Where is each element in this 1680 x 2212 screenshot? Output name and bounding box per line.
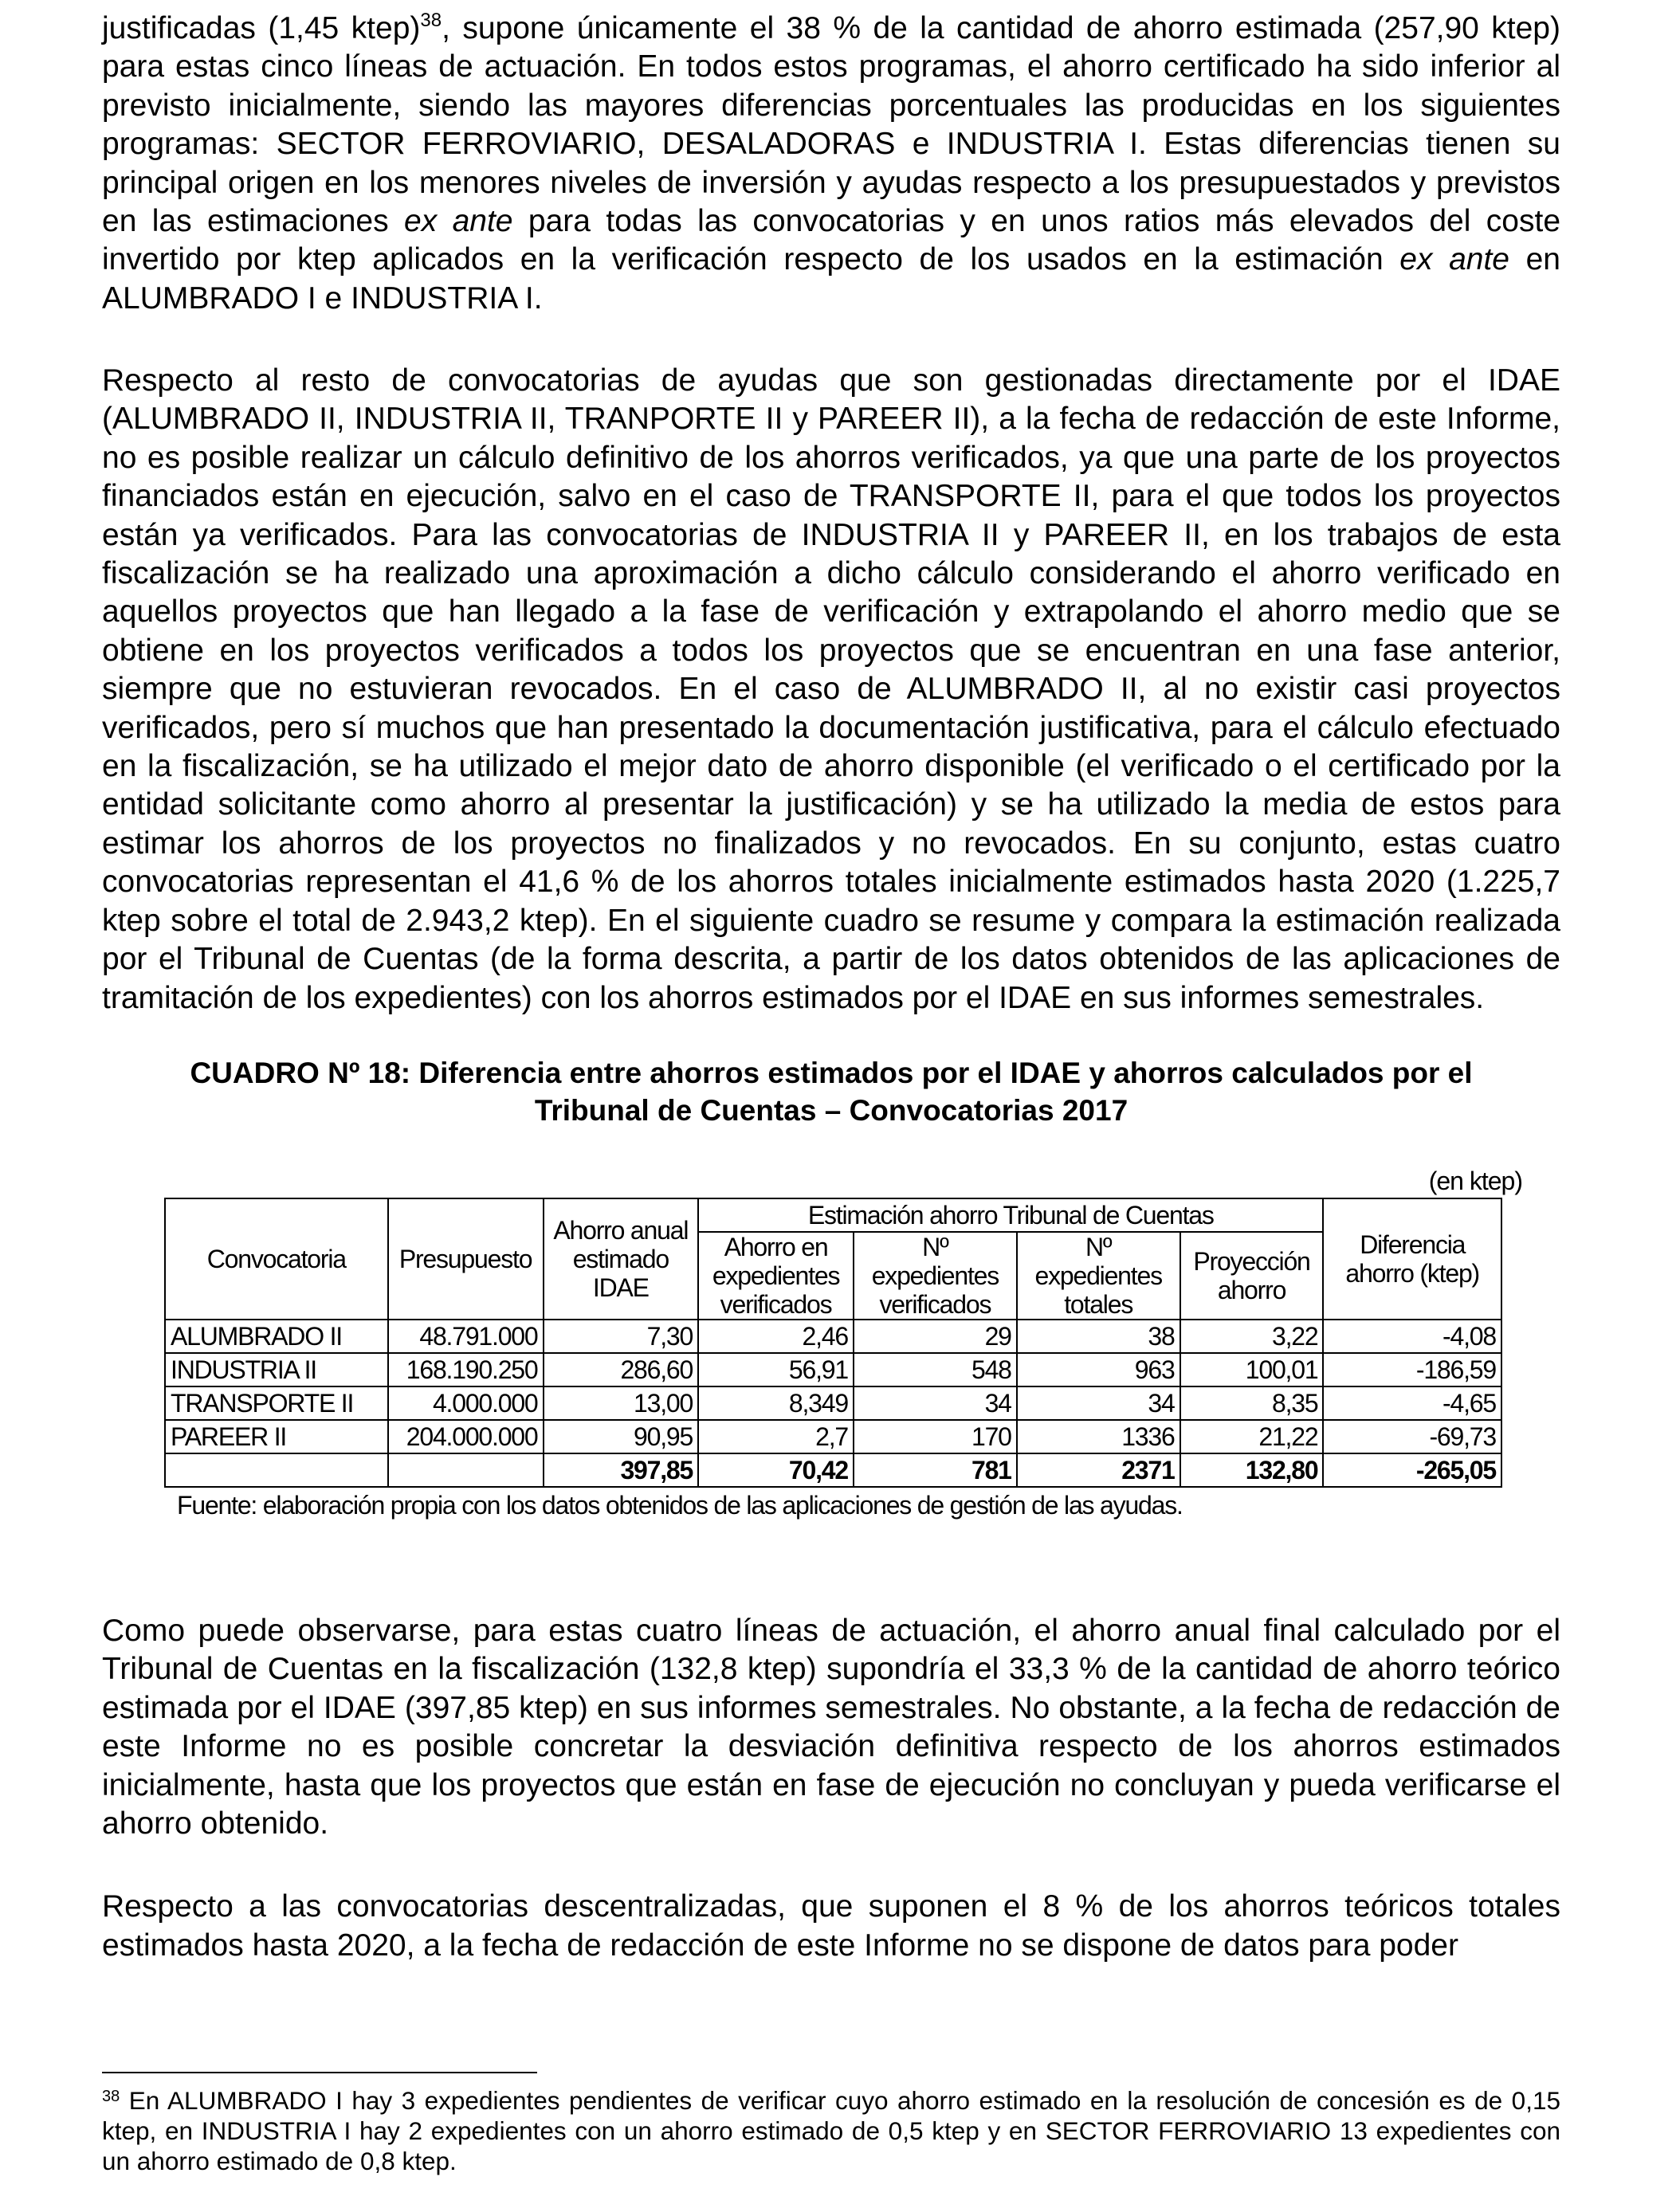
cell-total-convocatoria [165,1453,388,1487]
cell-presupuesto: 168.190.250 [388,1353,544,1386]
table-source-note: Fuente: elaboración propia con los datos obtenidos de las aplicaciones de gestión de las ayudas. [177,1490,1183,1520]
cell-total-presupuesto [388,1453,544,1487]
paragraph-1-text-a: justificadas (1,45 ktep) [102,11,421,45]
table-total-row [165,1453,1501,1487]
cell-total-n-verificados: 781 [854,1453,1017,1487]
header-n-totales: Nº expedientes totales [1017,1232,1180,1320]
cell-n-totales: 38 [1017,1320,1180,1353]
header-ahorro-verificados: Ahorro en expedientes verificados [698,1232,854,1320]
cell-ahorro-verificados: 2,46 [698,1320,854,1353]
header-diferencia: Diferencia ahorro (ktep) [1323,1198,1501,1320]
paragraph-1 [102,10,1560,317]
cell-proyeccion: 8,35 [1180,1386,1324,1420]
cell-proyeccion: 3,22 [1180,1320,1324,1353]
document-page [102,10,1561,2175]
cell-diferencia: -69,73 [1323,1420,1501,1453]
header-convocatoria: Convocatoria [165,1198,388,1320]
cell-n-verificados: 34 [854,1386,1017,1420]
footnote-number: 38 [102,2088,120,2105]
table-row [165,1320,1501,1353]
cell-n-verificados: 29 [854,1320,1017,1353]
cell-convocatoria: TRANSPORTE II [165,1386,388,1420]
paragraph-3: Como puede observarse, para estas cuatro líneas de actuación, el ahorro anual final calculado por el Tribunal de Cuentas en la fiscalización (132,8 ktep) supondría el 33,3 % de la cantidad de ahorro teórico estimada por el IDAE (397,85 ktep) en sus informes semestrales. No obstante, a la fecha de redacción de este Informe no es posible concretar la desviación definitiva respecto de los ahorros estimados inicialmente, hasta que los proyectos que están en fase de ejecución no concluyan y pueda verificarse el ahorro obtenido. [102,1613,1560,1841]
cell-proyeccion: 100,01 [1180,1353,1324,1386]
cell-diferencia: -186,59 [1323,1353,1501,1386]
table-unit-note: (en ktep) [1428,1166,1522,1195]
table-title-line-1: CUADRO Nº 18: Diferencia entre ahorros estimados por el IDAE y ahorros calculados por el [190,1056,1473,1089]
cell-n-totales: 34 [1017,1386,1180,1420]
cell-diferencia: -4,08 [1323,1320,1501,1353]
cell-ahorro-verificados: 2,7 [698,1420,854,1453]
cell-ahorro-verificados: 8,349 [698,1386,854,1420]
header-proyeccion: Proyección ahorro [1180,1232,1324,1320]
cell-diferencia: -4,65 [1323,1386,1501,1420]
savings-table [164,1198,1502,1488]
table-row [165,1420,1501,1453]
cell-convocatoria: PAREER II [165,1420,388,1453]
footnote-ref-38[interactable]: 38 [420,10,442,31]
cell-total-proyeccion: 132,80 [1180,1453,1324,1487]
italic-ex-ante-2: ex ante [1399,242,1509,277]
paragraph-1-text-d: en ALUMBRADO I e INDUSTRIA I. [102,242,1560,316]
header-presupuesto: Presupuesto [388,1198,544,1320]
header-n-verificados: Nº expedientes verificados [854,1232,1017,1320]
cell-total-ahorro-idae: 397,85 [544,1453,699,1487]
cell-total-diferencia: -265,05 [1323,1453,1501,1487]
cell-n-totales: 963 [1017,1353,1180,1386]
cell-n-verificados: 170 [854,1420,1017,1453]
paragraph-4: Respecto a las convocatorias descentralizadas, que suponen el 8 % de los ahorros teóricos totales estimados hasta 2020, a la fecha de redacción de este Informe no se dispone de datos para poder [102,1889,1560,1963]
cell-ahorro-idae: 90,95 [544,1420,699,1453]
cell-presupuesto: 4.000.000 [388,1386,544,1420]
cell-presupuesto: 48.791.000 [388,1320,544,1353]
cell-presupuesto: 204.000.000 [388,1420,544,1453]
cell-n-totales: 1336 [1017,1420,1180,1453]
header-group-tribunal: Estimación ahorro Tribunal de Cuentas [698,1198,1323,1232]
cell-proyeccion: 21,22 [1180,1420,1324,1453]
header-ahorro-idae: Ahorro anual estimado IDAE [544,1198,699,1320]
cell-total-n-totales: 2371 [1017,1453,1180,1487]
cell-ahorro-idae: 286,60 [544,1353,699,1386]
cell-ahorro-idae: 13,00 [544,1386,699,1420]
footnote-38 [102,2085,1560,2176]
cell-n-verificados: 548 [854,1353,1017,1386]
cell-ahorro-idae: 7,30 [544,1320,699,1353]
table-title-line-2: Tribunal de Cuentas – Convocatorias 2017 [534,1093,1129,1127]
italic-ex-ante-1: ex ante [404,204,513,239]
table-row [165,1386,1501,1420]
footnote-text: En ALUMBRADO I hay 3 expedientes pendientes de verificar cuyo ahorro estimado en la resolución de concesión es de 0,15 ktep, en INDUSTRIA I hay 2 expedientes con un ahorro estimado de 0,5 ktep y en SECTOR FERROVIARIO 13 expedientes con un ahorro estimado de 0,8 ktep. [102,2086,1560,2175]
table-title [102,1054,1560,1129]
paragraph-2: Respecto al resto de convocatorias de ayudas que son gestionadas directamente por el IDAE (ALUMBRADO II, INDUSTRIA II, TRANPORTE II y PAREER II), a la fecha de redacción de este Informe, no es posible realizar un cálculo definitivo de los ahorros verificados, ya que una parte de los proyectos financiados están en ejecución, salvo en el caso de TRANSPORTE II, para el que todos los proyectos están ya verificados. Para las convocatorias de INDUSTRIA II y PAREER II, en los trabajos de esta fiscalización se ha realizado una aproximación a dicho cálculo considerando el ahorro verificado en aquellos proyectos que han llegado a la fase de verificación y extrapolando el ahorro medio que se obtiene en los proyectos verificados a todos los proyectos que se encuentran en una fase anterior, siempre que no estuvieran revocados. En el caso de ALUMBRADO II, al no existir casi proyectos verificados, pero sí muchos que han presentado la documentación justificativa, para el cálculo efectuado en la fiscalización, se ha utilizado el mejor dato de ahorro disponible (el verificado o el certificado por la entidad solicitante como ahorro al presentar la justificación) y se ha utilizado la media de estos para estimar los ahorros de los proyectos no finalizados y no revocados. En su conjunto, estas cuatro convocatorias representan el 41,6 % de los ahorros totales inicialmente estimados hasta 2020 (1.225,7 ktep sobre el total de 2.943,2 ktep). En el siguiente cuadro se resume y compara la estimación realizada por el Tribunal de Cuentas (de la forma descrita, a partir de los datos obtenidos de las aplicaciones de tramitación de los expedientes) con los ahorros estimados por el IDAE en sus informes semestrales. [102,363,1560,1015]
cell-convocatoria: ALUMBRADO II [165,1320,388,1353]
cell-convocatoria: INDUSTRIA II [165,1353,388,1386]
paragraph-1-text-c: para todas las convocatorias y en unos ratios más elevados del coste invertido por ktep aplicados en la verificación respecto de los usados en la estimación [102,204,1561,277]
table-row [165,1353,1501,1386]
footnote-separator [102,2072,537,2073]
cell-total-ahorro-verificados: 70,42 [698,1453,854,1487]
cell-ahorro-verificados: 56,91 [698,1353,854,1386]
paragraph-1-text-b: , supone únicamente el 38 % de la cantidad de ahorro estimada (257,90 ktep) para estas cinco líneas de actuación. En todos estos programas, el ahorro certificado ha sido inferior al previsto inicialmente, siendo las mayores diferencias porcentuales las producidas en los siguientes programas: SECTOR FERROVIARIO, DESALADORAS e INDUSTRIA I. Estas diferencias tienen su principal origen en los menores niveles de inversión y ayudas respecto a los presupuestados y previstos en las estimaciones [102,11,1560,239]
